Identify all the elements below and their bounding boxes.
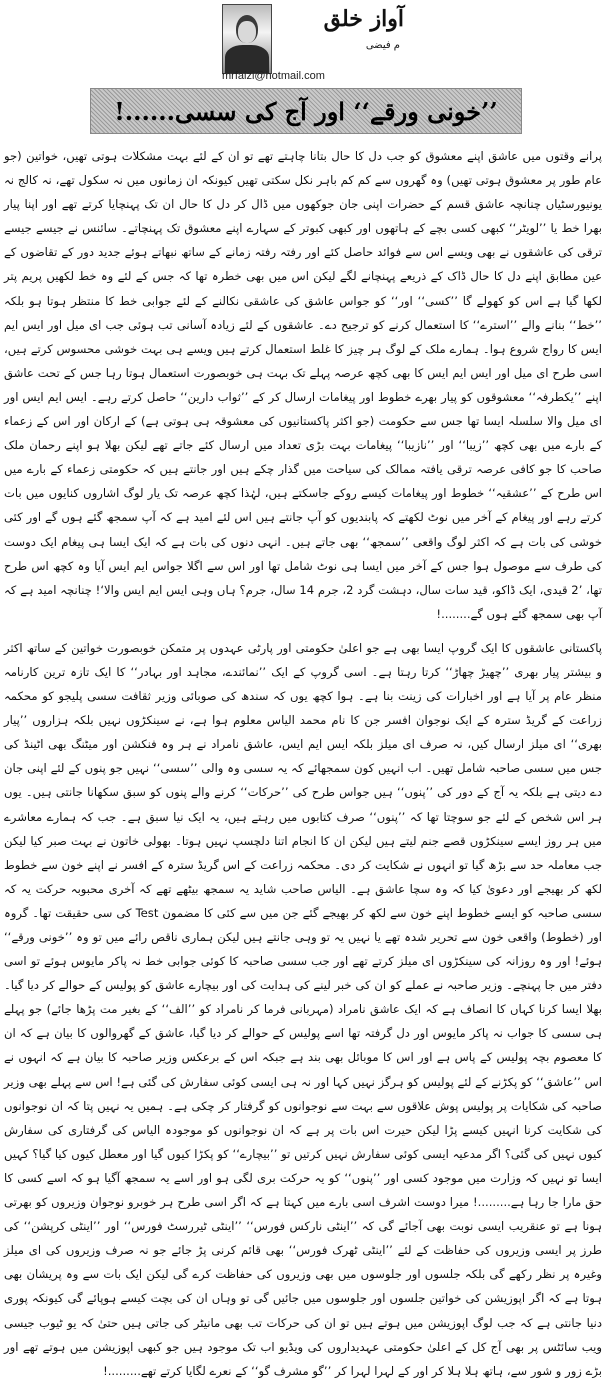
author-name: م فیضی	[365, 40, 400, 51]
author-email: mrfaizi@hotmail.com	[222, 70, 325, 82]
article-body	[4, 144, 602, 1383]
headline-banner	[90, 88, 522, 134]
headline: ’’خونی ورقے‘‘ اور آج کی سسی......!	[114, 96, 498, 126]
author-photo	[222, 4, 272, 74]
column-title: آواز خلق	[323, 6, 404, 32]
column-header	[200, 4, 408, 84]
paragraph-1: پرانے وقتوں میں عاشق اپنے معشوق کو جب دل کا حال بتانا چاہتے تھے تو ان کے لئے بہت مشکلات ہوتی تھیں، خواتین (جو عام طور پر معشوق ہوتی تھیں) وہ گھروں سے کم کم باہر نکل سکتی تھیں کیونکہ ان زمانوں میں نہ سکول تھے، نہ کالج نہ یونیورسٹیاں چنانچہ عاشق قسم کے حضرات اپنی جان جوکھوں میں ڈال کر دل کا حال ان تک پہنچایا کرتے تھے اور اپنا پیار بھرا خط یا ’’لویٹر‘‘ کبھی کسی بچے کے ہاتھوں اور کبھی کبوتر کے سہارے اپنے معشوق تک پہنچاتے۔ سائنس نے جیسے جیسے ترقی کی عاشقوں نے بھی ویسے اس سے فوائد حاصل کئے اور رفتہ رفتہ زمانے کے ساتھ نبھاتے ہوئے جدید دور کے تقاضوں کے عین مطابق اپنے دل کا حال ڈاک کے ذریعے پہنچانے لگے لیکن اس میں بھی خطرہ تھا کہ جس کے لئے وہ خط لکھیں پریم پتر لکھا گیا ہے اس کو کھولے گا ’’کسی‘‘ اور‘‘ کو جواس عاشق کی عاشقی نکالنے کے لئے جوابی خط کا منتظر ہوتا ہو بلکہ ’’خط‘‘ بنانے والے ’’استرے‘‘ کا استعمال کرنے کو ترجیح دے۔ عاشقوں کے لئے زیادہ آسانی تب ہوئی جب ای میل اور ایس ایم ایس کا رواج شروع ہوا۔ ہمارے ملک کے لوگ ہر چیز کا غلط استعمال کرتے ہیں ویسے ہی بہت خوشی محسوس کرتے ہیں، اسی طرح ای میل اور ایس ایم ایس کا بھی کچھ عرصہ پہلے تک بہت ہی خوبصورت استعمال ہوتا رہا جس کے تحت عاشق اپنے ’’یکطرفہ‘‘ معشوقوں کو پیار بھرے خطوط اور پیغامات ارسال کر کے ’’ثواب دارین‘‘ حاصل کرتے رہے۔ ایس ایم ایس اور ای میل والا سلسلہ ایسا تھا جس سے حکومت (جو اکثر پاکستانیوں کی معشوقہ ہی ہوتی ہے) کے ارکان اور اس کے زعماء کے بارے میں بھی کچھ ’’زیبا‘‘ اور ’’نازیبا‘‘ پیغامات بہت بڑی تعداد میں ارسال کئے جاتے تھے لیکن بھلا ہو اپنے رحمان ملک صاحب کا جو کافی عرصہ ترقی یافتہ ممالک کی سیاحت میں گذار چکے ہیں اور جانتے ہیں کہ حکومتی زعماء کے بارے میں اس طرح کے ’’عشقیہ‘‘ خطوط اور پیغامات کیسے روکے جاسکتے ہیں، لہٰذا کچھ عرصہ تک یار لوگ اشاروں کنایوں میں بات کرتے رہے اور پیغام کے آخر میں نوٹ لکھتے کہ پابندیوں کو آپ جانتے ہیں اس لئے امید ہے کہ آپ سمجھ گئے ہوں گے اور کئی خوشی کی بات ہے کہ اکثر لوگ واقعی ’’سمجھ‘‘ بھی جاتے ہیں۔ انہی دنوں کی بات ہے کہ ایک ایسا ہی پیغام ایک دوست کی طرف سے موصول ہوا جس کے آخر میں ایسا ہی نوٹ شامل تھا اور اس سے اگلا جواس ایم ایس آیا وہ کچھ اس طرح تھا، ’2 قیدی، ایک ڈاکو، قید سات سال، دہشت گرد 2، جرم 14 سال، جرم؟ ہاں وہی ایس ایم ایس والا‘! چنانچہ امید ہے کہ آپ بھی سمجھ گئے ہوں گے........!	[4, 149, 602, 621]
paragraph-2: پاکستانی عاشقوں کا ایک گروپ ایسا بھی ہے جو اعلیٰ حکومتی اور پارٹی عہدوں پر متمکن خوبصورت خواتین کے ساتھ اکثر و بیشتر پیار بھری ’’چھیڑ چھاڑ‘‘ کرتا رہتا ہے۔ اسی گروپ کے ایک ’’نمائندے، مجاہد اور بہادر‘‘ کا ایک تازہ ترین کارنامہ منظر عام پر آیا ہے اور اخبارات کی زینت بنا ہے۔ ہوا کچھ یوں کہ سندھ کی صوبائی وزیر ثقافت سسی پلیجو کو محکمہ زراعت کے گریڈ سترہ کے ایک نوجوان افسر جن کا نام محمد الیاس معلوم ہوا ہے، نے سینکڑوں نہیں بلکہ ہزاروں ’’پیار بھری‘‘ ای میلز ارسال کیں، نہ صرف ای میلز بلکہ ایس ایم ایس، عاشق نامراد نے ہر وہ فنکشن اور میٹنگ بھی اٹینڈ کی جس میں سسی صاحبہ شامل تھیں۔ اب انہیں کون سمجھائے کہ یہ سسی وہ والی ’’سسی‘‘ نہیں جو پنوں کے لئے اپنی جان دے دیتی ہے بلکہ یہ آج کے دور کی ’’پنوں‘‘ ہیں جواس طرح کی ’’حرکات‘‘ کرنے والے پنوں کو سبق سکھانا جانتی ہیں۔ یوں ہر اس شخص کے لئے جو سوچتا تھا کہ ’’پنوں‘‘ صرف کتابوں میں رہتے ہیں، یہ ایک نیا سبق ہے۔ جب کہ ہمارے معاشرے میں ہر روز ایسے سینکڑوں قصے جنم لیتے ہیں لیکن ان کا انجام اتنا دلچسپ نہیں ہوتا۔ بھولی خاتون نے بہت صبر کیا لیکن جب معاملہ حد سے بڑھ گیا تو انہوں نے شکایت کر دی۔ محکمہ زراعت کے اس گریڈ سترہ کے افسر نے اپنے خون سے خطوط لکھ کر بھیجے اور دعویٰ کیا کہ وہ سچا عاشق ہے۔ الیاس صاحب شاید یہ سمجھ بیٹھے تھے کہ آخری محبوبہ حرکت یہ کہ سسی صاحبہ کو ایسے خطوط اپنے خون سے لکھ کر بھیجے گئے جن میں سے کئی کا مضمون Test کی سی حقیقت تھا۔ گروہ اور (خطوط) واقعی خون سے تحریر شدہ تھے یا نہیں یہ تو وہی جانتے ہیں لیکن ہماری ناقص رائے میں تو وہ ’’خونی ورقے‘‘ ہوئے! اور وہ روزانہ کی سینکڑوں ای میلز کرتے تھے اور جب سسی صاحبہ کا کوئی جوابی خط نہ پاکر مایوس ہوئے تو اسی دفتر میں جا پہنچے۔ وزیر صاحبہ نے عملے کو ان کی خبر لینے کی ہدایت کی اور بیچارے عاشق کو پولیس کے حوالے کر دیا گیا۔ بھلا ایسا کرنا کہاں کا انصاف ہے کہ ایک عاشق نامراد (مہربانی فرما کر نامراد کو ’’الف‘‘ کے بغیر مت پڑھا جائے) جو پہلے ہی سسی کا جواب نہ پاکر مایوس اور دل گرفتہ تھا اسے پولیس کے حوالے کر دیا گیا، عاشق کے گھروالوں کا بیان ہے کہ ان کا معصوم بچہ پولیس کے پاس ہے اور اس کا موبائل بھی بند ہے جبکہ اس کے برعکس وزیر صاحبہ کا بیان ہے کہ انہوں نے اس ’’عاشق‘‘ کو پکڑنے کے لئے پولیس کو ہرگز نہیں کہا اور نہ ہی ایسی کوئی سفارش کی گئی ہے! اس سے پہلے بھی وزیر صاحبہ کی شکایات پر پولیس پوش علاقوں سے بہت سے نوجوانوں کو گرفتار کر چکی ہے۔ ہمیں یہ نہیں پتا کہ ان نوجوانوں کی شکایت کرنا انہیں کیسے پڑا لیکن حیرت اس بات پر ہے کہ ان نوجوانوں کو موجودہ الیاس کی گرفتاری کی سفارش کیوں نہیں کی گئی؟ اگر مدعیہ ایسی کوئی سفارش نہیں کرتیں تو ’’بیچارے‘‘ کو پکڑا کیوں گیا اور معطل کیوں کیا گیا؟ کہیں ایسا تو نہیں کہ وزارت میں موجود کسی اور ’’پنوں‘‘ کو یہ حرکت بری لگی ہو اور اسے یہ سمجھ آگیا ہو کہ اسے کسی کا حق مارا جا رہا ہے.........! میرا دوست اشرف اسی بارے میں کہتا ہے کہ اگر اسی طرح ہر خوبرو نوجوان وزیروں کو بھرتی ہونا ہے تو عنقریب ایسی نوبت بھی آجائے گی کہ ’’اینٹی نارکس فورس‘‘ ’’اینٹی ٹیررسٹ فورس‘‘ اور ’’اینٹی کرپشن‘‘ کی طرز پر ایسی وزیروں کی حفاظت کے لئے ’’اینٹی ٹھرک فورس‘‘ بھی قائم کرنی پڑ جائے جو نہ صرف وزیروں کی ای میلز وغیرہ پر نظر رکھے گی بلکہ جلسوں اور جلوسوں میں بھی وزیروں کی حفاظت کرے گی لیکن ایک بات سے وہ پریشان بھی ہوتا ہے کہ اگر اپوزیشن کی خواتین جلسوں اور جلوسوں میں جائیں گی تو وہاں ان کی بچت کیسے ہوپائے گی کیونکہ پوری دنیا جانتی ہے کہ جب لوگ اپوزیشن میں ہوتے ہیں تو ان کی حرکات تب بھی مانیٹر کی جاتی ہیں حتیٰ کہ یو ٹیوب جیسی ویب سائٹس پر بھی آج کل کے اعلیٰ حکومتی عہدیداروں کی ویڈیو اب تک موجود ہیں جو کبھی اپوزیشن میں ہوتے تھے اور بڑے زور و شور سے، ہاتھ ہلا ہلا کر اور کے لہرا لہرا کر ’’گو مشرف گو‘‘ کے نعرے لگایا کرتے تھے.........!	[4, 640, 602, 1378]
